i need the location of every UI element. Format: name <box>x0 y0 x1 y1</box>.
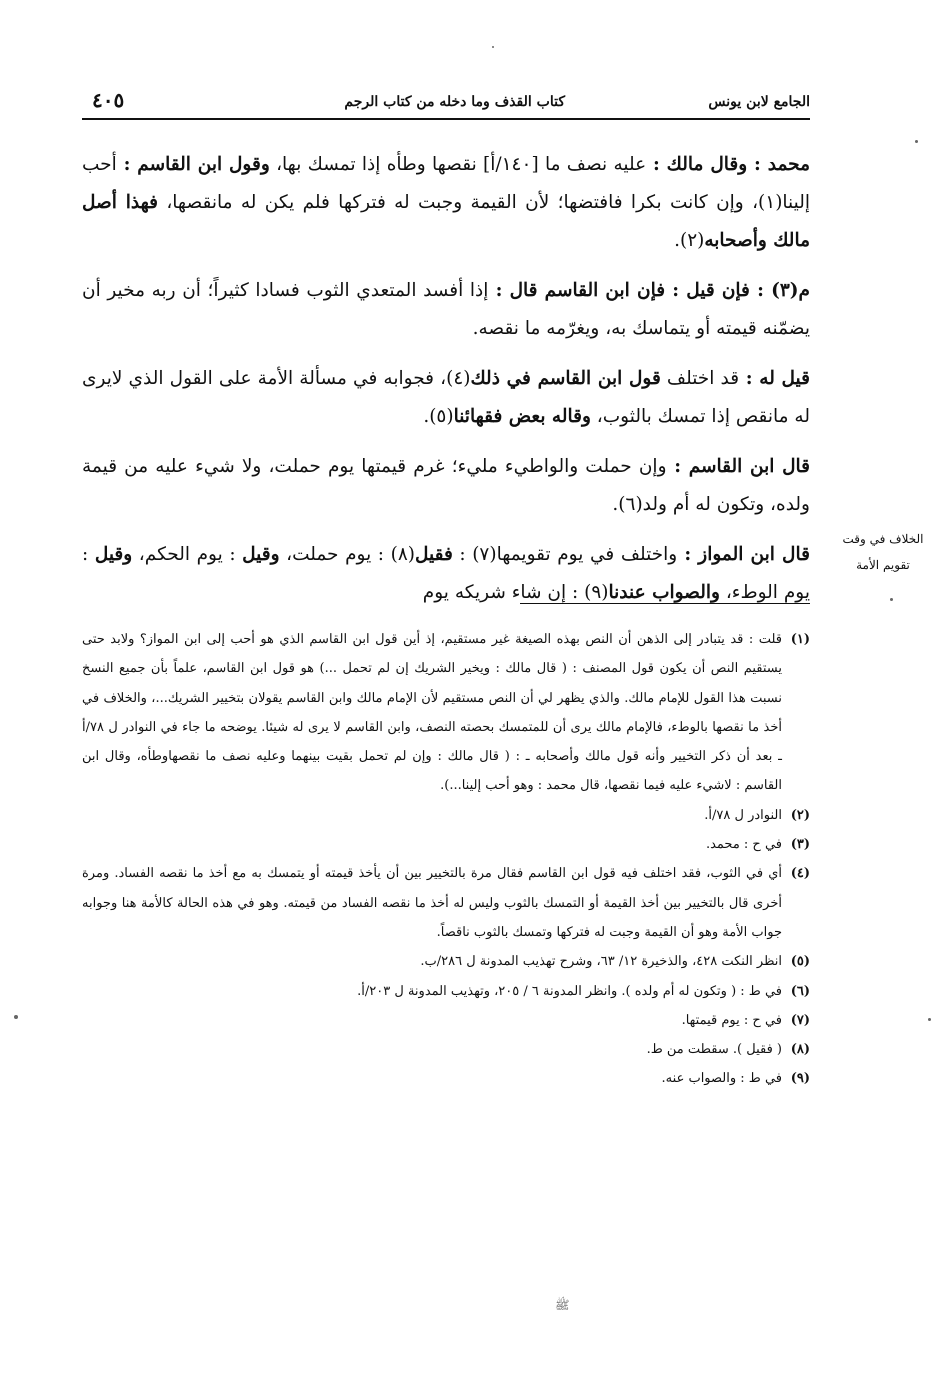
footnote <box>82 1064 810 1093</box>
paragraph-text: إذا أفسد المتعدي الثوب فسادا كثيراً؛ أن ربه مخير أن يضمّنه قيمته أو يتماسك به، ويغرّمه ما نقصه. <box>82 280 810 339</box>
chapter-title: كتاب القذف وما دخله من كتاب الرجم <box>344 94 565 110</box>
paragraph-text: (٤)، فجوابه في مسألة الأمة على القول الذي لايرى له مانقص إذا تمسك بالثوب، <box>82 368 810 427</box>
footnote <box>82 947 810 976</box>
footnote-number: (٨) <box>790 1042 810 1058</box>
footnote <box>82 1035 810 1064</box>
paragraph-text: عليه نصف ما [١٤٠/أ] نقصها وطأه إذا تمسك بها، <box>269 154 647 175</box>
footnote-text: في ح : يوم قيمتها. <box>681 1012 782 1028</box>
main-text <box>82 146 810 624</box>
paragraph-text: (٢). <box>674 230 705 251</box>
footnote-text: ( فقيل ). سقطت من ط. <box>646 1042 782 1058</box>
page-number: ٤٠٥ <box>92 88 125 112</box>
footnote-text: في ط : والصواب عنه. <box>661 1071 782 1087</box>
speaker: قال ابن القاسم : <box>666 456 810 477</box>
emphasis: والصواب عندنا <box>608 582 720 603</box>
footnote <box>82 977 810 1006</box>
emphasis: وقيل <box>242 544 280 565</box>
paragraph-text: (٥). <box>423 406 454 427</box>
footnote-text: قلت : قد يتبادر إلى الذهن أن النص بهذه الصيغة غير مستقيم، إذ أين قول ابن القاسم الذي هو أحب إلى ابن المواز؟ ولابد حتى يستقيم النص أن يكون قول المصنف : ( قال مالك : ويخير الشريك إن لم تحمل ...) هو قول ابن القاسم، علماً بأن جميع النسخ نسبت هذا القول للإمام مالك. والذي يظهر لي أن النص مستقيم لأن الإمام مالك وابن القاسم يقولان بتخيير الشريك...، والخلاف في أخذ ما نقصها بالوطء، فالإمام مالك يرى أن للمتمسك بحصته النصف، وابن القاسم لا يرى له شيئا. يوضحه ما جاء في النوادر ل ٧٨/أ ـ بعد أن ذكر التخيير وأنه قول مالك وأصحابه ـ : ( قال مالك : وإن لم تحمل بقيت بينهما وعليه نصف ما نقصهاوطأه، وقال ابن القاسم : لاشيء عليه فيما نقصها، قال محمد : وهو أحب إلينا...). <box>82 632 782 794</box>
footnote-number: (٩) <box>790 1071 810 1087</box>
footnote-text: في ح : محمد. <box>705 837 782 853</box>
speaker: محمد : وقال مالك : <box>646 154 810 175</box>
speaker: قيل له : <box>739 368 810 389</box>
paragraph <box>82 146 810 260</box>
margin-note-line: تقويم الأمة <box>856 558 910 572</box>
footnote-number: (٥) <box>790 954 810 970</box>
paragraph-text: قد اختلف <box>660 368 740 389</box>
paragraph <box>82 536 810 612</box>
speaker: قال ابن المواز : <box>677 544 810 565</box>
footnote-text: في ط : ( وتكون له أم ولده ). وانظر المدونة ٦ / ٢٠٥، وتهذيب المدونة ل ٢٠٣/أ. <box>357 983 782 999</box>
scan-speck <box>890 598 893 601</box>
emphasis: وقيل <box>94 544 133 565</box>
paragraph <box>82 448 810 524</box>
footnote-number: (١) <box>790 632 810 647</box>
footnote-number: (٦) <box>790 983 810 999</box>
footnote <box>82 830 810 859</box>
footnote-number: (٣) <box>790 837 810 853</box>
footnote-text: النوادر ل ٧٨/أ. <box>704 807 782 823</box>
paragraph-text: : يوم الحكم، <box>132 544 243 565</box>
footnote-number: (٧) <box>790 1012 810 1028</box>
emphasis: وقاله بعض فقهائنا <box>453 406 591 427</box>
footnote <box>82 859 810 947</box>
footnote-text: أي في الثوب، فقد اختلف فيه قول ابن القاسم فقال مرة بالتخيير بين أن يأخذ قيمته أو يتمسك به مع أخذ ما نقصه الفساد. ومرة أخرى قال بالتخيير بين أخذ القيمة أو التمسك بالثوب وليس له أخذ ما نقصه الفساد من قيمته. وهو في هذه الحالة كالأمة هنا وجوابه جواب الأمة وهو أن القيمة وجبت له فتركها وتمسك بالثوب ناقصاً. <box>82 866 782 940</box>
scan-speck <box>928 1018 931 1021</box>
emphasis: فهذا أصل مالك وأصحابه <box>82 192 810 251</box>
emphasis: قول ابن القاسم في ذلك <box>470 368 661 389</box>
paragraph-text: أحب إلينا(١)، وإن كانت بكرا فافتضها؛ لأن القيمة وجبت له فتركها فلم يكن له مانقصها، <box>82 154 810 213</box>
footnote <box>82 625 810 801</box>
footnote-number: (٢) <box>790 807 810 823</box>
scan-speck <box>14 1015 18 1019</box>
margin-note-line: الخلاف في وقت <box>842 532 924 546</box>
footnotes <box>82 625 810 1094</box>
book-title: الجامع لابن يونس <box>708 94 810 110</box>
footnote-rule <box>520 603 810 604</box>
emphasis: فقيل <box>415 544 453 565</box>
footnote <box>82 801 810 830</box>
running-header <box>82 88 810 118</box>
paragraph-text: وإن حملت والواطيء مليء؛ غرم قيمتها يوم حملت، ولا شيء عليه من قيمة ولده، وتكون له أم ولد(٦). <box>82 456 810 515</box>
paragraph-text: (٩) : إن شاء شريكه يوم <box>422 582 609 603</box>
emphasis: وقول ابن القاسم : <box>116 154 270 175</box>
paragraph-text: (٨) : يوم حملت، <box>279 544 415 565</box>
footnote-number: (٤) <box>790 866 810 882</box>
scan-speck <box>915 140 918 143</box>
margin-note <box>828 526 938 578</box>
header-rule <box>82 118 810 120</box>
scan-speck <box>492 46 494 48</box>
footnote-text: انظر النكت ٤٢٨، والذخيرة ١٢/ ٦٣، وشرح تهذيب المدونة ل ٢٨٦/ب. <box>420 954 782 970</box>
speaker: م(٣) : فإن قيل : فإن ابن القاسم قال : <box>488 280 810 301</box>
paragraph <box>82 272 810 348</box>
footnote <box>82 1006 810 1035</box>
paragraph <box>82 360 810 436</box>
paragraph-text: : يوم الوطء، <box>82 544 810 603</box>
page-ornament: ﷺ <box>555 1298 570 1312</box>
paragraph-text: واختلف في يوم تقويمها(٧) : <box>452 544 678 565</box>
